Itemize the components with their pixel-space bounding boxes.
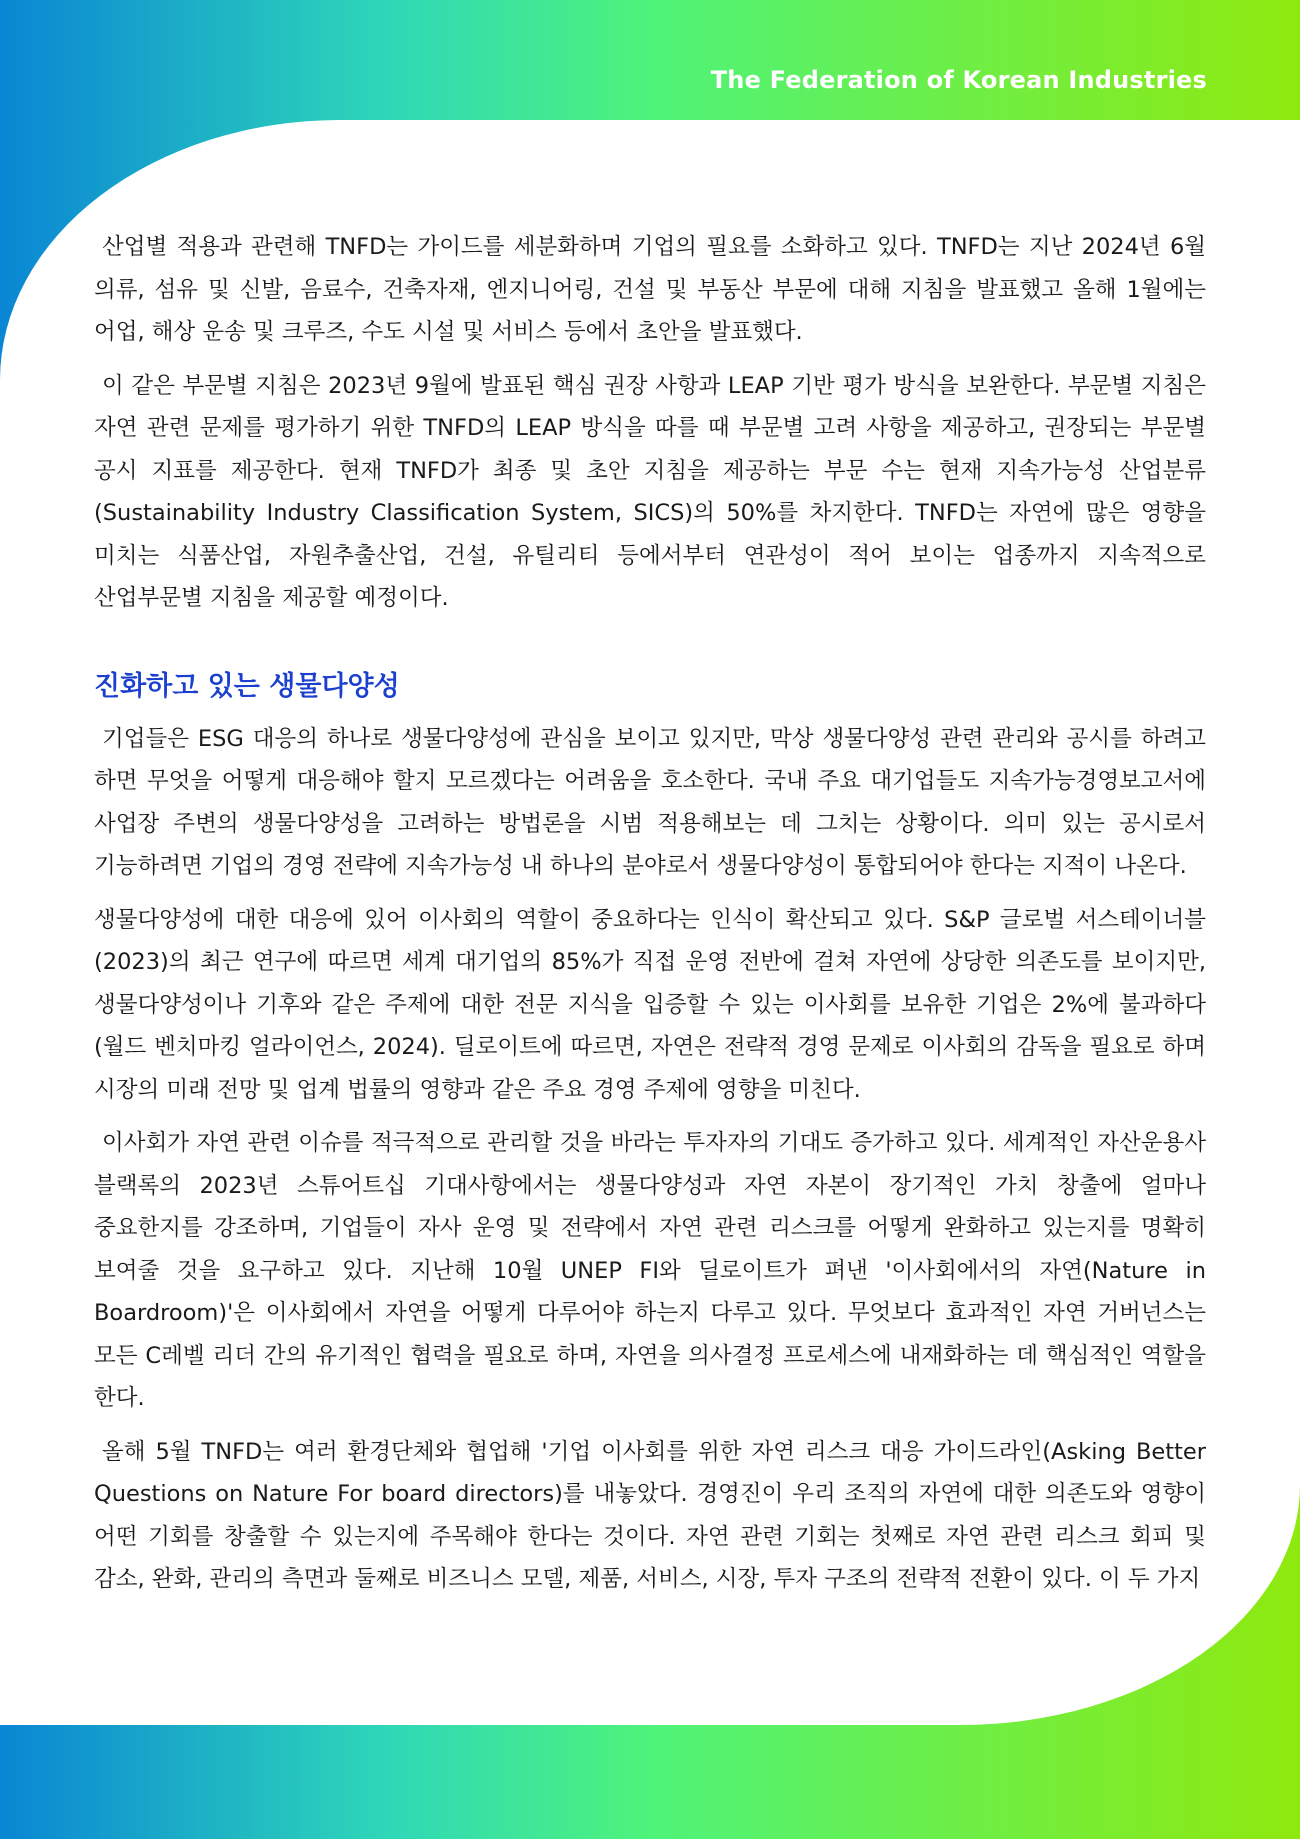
paragraph-tnfd-board-guideline: 올해 5월 TNFD는 여러 환경단체와 협업해 '기업 이사회를 위한 자연 리스크 대응 가이드라인(Asking Better Questions on Nature For board directors)를 내놓았다. 경영진이 우리 조직의 자연에 대한 의존도와 영향이 어떤 기회를 창출할 수 있는지에 주목해야 한다는 것이다. 자연 관련 기회는 첫째로 자연 관련 리스크 회피 및 감소, 완화, 관리의 측면과 둘째로 비즈니스 모델, 제품, 서비스, 시장, 투자 구조의 전략적 전환이 있다. 이 두 가지 [94,1438,1206,1592]
paragraph-tnfd-sector-guides: 산업별 적용과 관련해 TNFD는 가이드를 세분화하며 기업의 필요를 소화하고 있다. TNFD는 지난 2024년 6월 의류, 섬유 및 신발, 음료수, 건축자재, 엔지니어링, 건설 및 부동산 부문에 대해 지침을 발표했고 올해 1월에는 어업, 해상 운송 및 크루즈, 수도 시설 및 서비스 등에서 초안을 발표했다. [94,234,1206,345]
paragraph-board-role: 생물다양성에 대한 대응에 있어 이사회의 역할이 중요하다는 인식이 확산되고 있다. S&P 글로벌 서스테이너블(2023)의 최근 연구에 따르면 세계 대기업의 85%가 직접 운영 전반에 걸쳐 자연에 상당한 의존도를 보이지만, 생물다양성이나 기후와 같은 주제에 대한 전문 지식을 입증할 수 있는 이사회를 보유한 기업은 2%에 불과하다(월드 벤치마킹 얼라이언스, 2024). 딜로이트에 따르면, 자연은 전략적 경영 문제로 이사회의 감독을 필요로 하며 시장의 미래 전망 및 업계 법률의 영향과 같은 주요 경영 주제에 영향을 미친다. [94,906,1206,1103]
paragraph-esg-biodiversity: 기업들은 ESG 대응의 하나로 생물다양성에 관심을 보이고 있지만, 막상 생물다양성 관련 관리와 공시를 하려고 하면 무엇을 어떻게 대응해야 할지 모르겠다는 어려움을 호소한다. 국내 주요 대기업들도 지속가능경영보고서에 사업장 주변의 생물다양성을 고려하는 방법론을 시범 적용해보는 데 그치는 상황이다. 의미 있는 공시로서 기능하려면 기업의 경영 전략에 지속가능성 내 하나의 분야로서 생물다양성이 통합되어야 한다는 지적이 나온다. [94,725,1206,879]
article-body [94,226,1206,1612]
paragraph-investor-expectations: 이사회가 자연 관련 이슈를 적극적으로 관리할 것을 바라는 투자자의 기대도 증가하고 있다. 세계적인 자산운용사 블랙록의 2023년 스튜어트십 기대사항에서는 생물다양성과 자연 자본이 장기적인 가치 창출에 얼마나 중요한지를 강조하며, 기업들이 자사 운영 및 전략에서 자연 관련 리스크를 어떻게 완화하고 있는지를 명확히 보여줄 것을 요구하고 있다. 지난해 10월 UNEP FI와 딜로이트가 펴낸 '이사회에서의 자연(Nature in Boardroom)'은 이사회에서 자연을 어떻게 다루어야 하는지 다루고 있다. 무엇보다 효과적인 자연 거버넌스는 모든 C레벨 리더 간의 유기적인 협력을 필요로 하며, 자연을 의사결정 프로세스에 내재화하는 데 핵심적인 역할을 한다. [94,1130,1206,1411]
section-heading-biodiversity: 진화하고 있는 생물다양성 [94,670,400,702]
paragraph-sector-guidance: 이 같은 부문별 지침은 2023년 9월에 발표된 핵심 권장 사항과 LEAP 기반 평가 방식을 보완한다. 부문별 지침은 자연 관련 문제를 평가하기 위한 TNFD의 LEAP 방식을 따를 때 부문별 고려 사항을 제공하고, 권장되는 부문별 공시 지표를 제공한다. 현재 TNFD가 최종 및 초안 지침을 제공하는 부문 수는 현재 지속가능성 산업분류(Sustainability Industry Classification System, SICS)의 50%를 차지한다. TNFD는 자연에 많은 영향을 미치는 식품산업, 자원추출산업, 건설, 유틸리티 등에서부터 연관성이 적어 보이는 업종까지 지속적으로 산업부문별 지침을 제공할 예정이다. [94,372,1206,611]
organization-title: The Federation of Korean Industries [710,66,1207,94]
